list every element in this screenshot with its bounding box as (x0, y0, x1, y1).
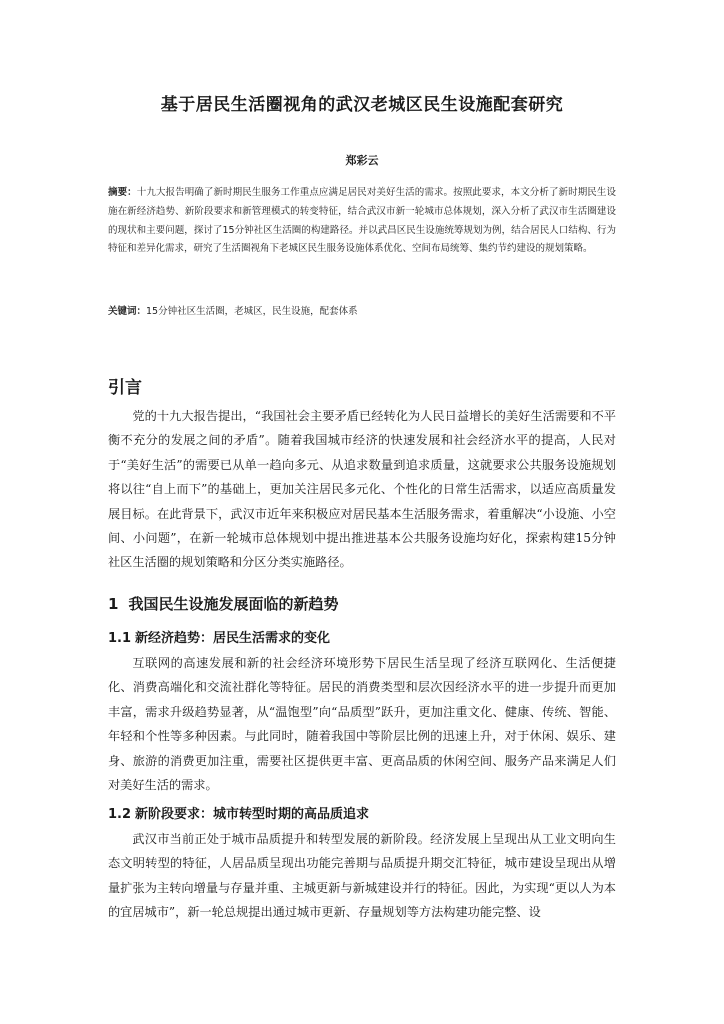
keywords (108, 304, 616, 320)
subsection-1-2-paragraph: 武汉市当前正处于城市品质提升和转型发展的新阶段。经济发展上呈现出从工业文明向生态文明转型的特征，人居品质呈现出功能完善期与品质提升期交汇特征，城市建设呈现出从增量扩张为主转向增量与存量并重、主城更新与新城建设并行的特征。因此，为实现“更以人为本的宜居城市”，新一轮总规提出通过城市更新、存量规划等方法构建功能完整、设 (108, 832, 616, 920)
subsection-1-1-paragraph: 互联网的高速发展和新的社会经济环境形势下居民生活呈现了经济互联网化、生活便捷化、消费高端化和交流社群化等特征。居民的消费类型和层次因经济水平的进一步提升而更加丰富，需求升级趋势显著，从“温饱型”向“品质型”跃升，更加注重文化、健康、传统、智能、年轻和个性等多种因素。与此同时，随着我国中等阶层比例的迅速上升，对于休闲、娱乐、建身、旅游的消费更加注重，需要社区提供更丰富、更高品质的休闲空间、服务产品来满足人们对美好生活的需求。 (108, 656, 616, 793)
subsection-1-1-title: 新经济趋势：居民生活需求的变化 (135, 631, 331, 646)
subsection-1-1-heading (108, 627, 330, 646)
keywords-text: 15分钟社区生活圈，老城区，民生设施，配套体系 (146, 306, 358, 317)
abstract (108, 184, 616, 259)
section-1-heading (108, 593, 338, 614)
intro-paragraph: 党的十九大报告提出，“我国社会主要矛盾已经转化为人民日益增长的美好生活需要和不平衡不充分的发展之间的矛盾”。随着我国城市经济的快速发展和社会经济水平的提高，人民对于“美好生活”的需要已从单一趋向多元、从追求数量到追求质量，这就要求公共服务设施规划将以往“自上而下”的基础上，更加关注居民多元化、个性化的日常生活需求，以适应高质量发展目标。在此背景下，武汉市近年来积极应对居民基本生活服务需求，着重解决“小设施、小空间、小问题”，在新一轮城市总体规划中提出推进基本公共服务设施均好化，探索构建15分钟社区生活圈的规划策略和分区分类实施路径。 (108, 409, 616, 570)
author-name: 郑彩云 (345, 154, 379, 167)
subsection-1-2-title: 新阶段要求：城市转型时期的高品质追求 (135, 807, 370, 822)
paper-title: 基于居民生活圈视角的武汉老城区民生设施配套研究 (160, 95, 564, 115)
keywords-label: 关键词： (108, 306, 147, 317)
subsection-1-2-heading (108, 803, 369, 822)
subsection-1-1-number: 1.1 (108, 631, 132, 646)
section-1-title: 我国民生设施发展面临的新趋势 (128, 595, 339, 613)
section-1-number: 1 (108, 595, 119, 613)
abstract-label: 摘要： (108, 187, 137, 198)
abstract-text: 十九大报告明确了新时期民生服务工作重点应满足居民对美好生活的需求。按照此要求，本文分析了新时期民生设施在新经济趋势、新阶段要求和新管理模式的转变特征，结合武汉市新一轮城市总体规划，深入分析了武汉市生活圈建设的现状和主要问题，探讨了15分钟社区生活圈的构建路径。并以武昌区民生设施统筹规划为例，结合居民人口结构、行为特征和差异化需求，研究了生活圈视角下老城区民生服务设施体系优化、空间布局统筹、集约节约建设的规划策略。 (108, 187, 616, 255)
subsection-1-2-number: 1.2 (108, 807, 132, 822)
intro-heading: 引言 (108, 378, 142, 398)
